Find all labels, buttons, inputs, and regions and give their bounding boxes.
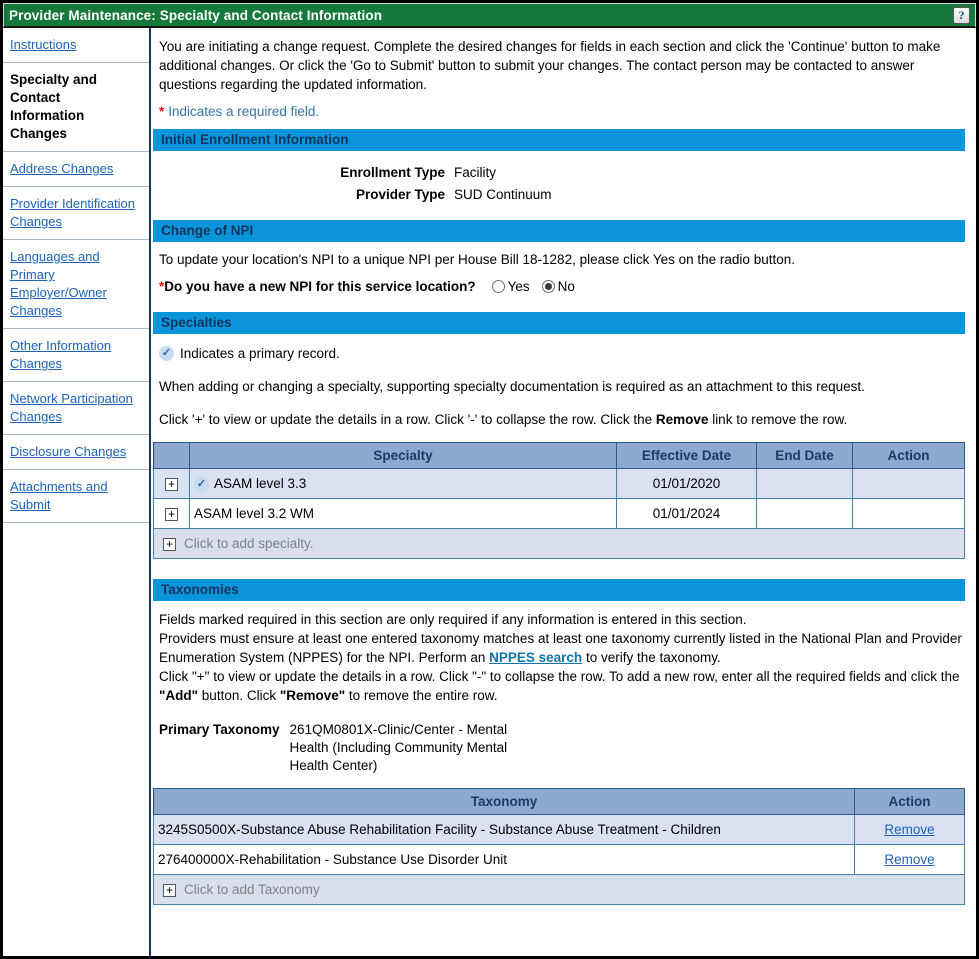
help-button[interactable]: ? — [953, 7, 970, 24]
specialties-table — [153, 442, 965, 559]
effective-date-column-header: Effective Date — [617, 443, 757, 469]
add-taxonomy-expand-icon[interactable] — [163, 884, 176, 897]
radio-yes-label: Yes — [507, 279, 530, 294]
specialty-effective-date: 01/01/2024 — [617, 499, 757, 529]
primary-record-check-icon — [159, 346, 174, 361]
specialty-end-date — [757, 499, 853, 529]
taxonomies-required-note: Fields marked required in this section are only required if any information is entered in this section. — [159, 612, 747, 627]
page-title: Provider Maintenance: Specialty and Contact Information — [9, 7, 383, 23]
radio-no-label: No — [557, 279, 575, 294]
section-header-change-of-npi: Change of NPI — [153, 220, 965, 242]
section-header-initial-enrollment: Initial Enrollment Information — [153, 129, 965, 151]
end-date-column-header: End Date — [757, 443, 853, 469]
body — [3, 28, 976, 956]
taxonomy-name: 3245S0500X-Substance Abuse Rehabilitation Facility - Substance Abuse Treatment - Children — [154, 815, 855, 845]
sidebar-item-network-participation-changes[interactable]: Network Participation Changes — [3, 382, 149, 435]
action-column-header: Action — [853, 443, 965, 469]
primary-record-legend — [159, 344, 965, 363]
remove-taxonomy-link[interactable]: Remove — [884, 822, 935, 837]
npi-question-label: Do you have a new NPI for this service location? — [164, 279, 476, 294]
add-specialty-row[interactable] — [154, 529, 965, 559]
sidebar-item-provider-identification-changes[interactable]: Provider Identification Changes — [3, 187, 149, 240]
specialty-effective-date: 01/01/2020 — [617, 469, 757, 499]
npi-radio-option-yes[interactable] — [492, 277, 530, 296]
primary-taxonomy-row — [159, 721, 965, 775]
specialty-name: ASAM level 3.2 WM — [190, 499, 617, 529]
radio-yes-icon[interactable] — [492, 280, 505, 293]
npi-radio-group — [492, 277, 587, 296]
specialty-row-help: Click '+' to view or update the details in a row. Click '-' to collapse the row. Click the Remove link to remove the row. — [159, 412, 848, 427]
add-specialty-label[interactable]: Click to add specialty. — [184, 536, 314, 551]
primary-record-legend-text: Indicates a primary record. — [180, 346, 340, 361]
specialty-end-date — [757, 469, 853, 499]
specialty-name: ASAM level 3.3 — [214, 476, 307, 491]
sidebar-item-other-information-changes[interactable]: Other Information Changes — [3, 329, 149, 382]
required-note-text: Indicates a required field. — [168, 104, 320, 119]
field-provider-type — [153, 184, 965, 206]
taxonomy-name: 276400000X-Rehabilitation - Substance Use Disorder Unit — [154, 845, 855, 875]
sidebar-item-languages-employer-owner-changes[interactable]: Languages and Primary Employer/Owner Changes — [3, 240, 149, 329]
enrollment-fields — [153, 151, 965, 220]
action-column-header: Action — [855, 789, 965, 815]
taxonomy-row-3245S0500X — [154, 815, 965, 845]
specialty-action-cell — [853, 469, 965, 499]
sidebar-item-address-changes[interactable]: Address Changes — [3, 152, 149, 187]
specialties-table-header-row — [154, 443, 965, 469]
npi-intro-text: To update your location's NPI to a unique NPI per House Bill 18-1282, please click Yes on the radio button. — [159, 252, 795, 267]
intro-paragraph: You are initiating a change request. Complete the desired changes for fields in each section and click the 'Continue' button to make additional changes. Or click the 'Go to Submit' button to submit your changes. The contact person may be contacted to answer questions regarding the updated information. — [159, 39, 941, 92]
sidebar — [3, 28, 151, 956]
primary-record-check-icon — [194, 477, 209, 492]
taxonomies-table-header-row — [154, 789, 965, 815]
section-header-taxonomies: Taxonomies — [153, 579, 965, 601]
provider-type-label: Provider Type — [355, 187, 445, 202]
npi-radio-option-no[interactable] — [542, 277, 575, 296]
section-header-specialties: Specialties — [153, 312, 965, 334]
sidebar-item-specialty-contact-current: Specialty and Contact Information Changes — [3, 63, 149, 152]
add-taxonomy-label[interactable]: Click to add Taxonomy — [184, 882, 320, 897]
expand-column-header — [154, 443, 190, 469]
add-taxonomy-row[interactable] — [154, 875, 965, 905]
expand-row-icon[interactable] — [165, 508, 178, 521]
enrollment-type-value: Facility — [454, 165, 497, 180]
primary-taxonomy-label: Primary Taxonomy — [159, 722, 280, 737]
main-content — [151, 28, 976, 956]
expand-row-icon[interactable] — [165, 478, 178, 491]
specialty-row-asam-3-3 — [154, 469, 965, 499]
taxonomies-table — [153, 788, 965, 905]
nppes-search-link[interactable]: NPPES search — [489, 650, 583, 665]
taxonomies-nppes-note: Providers must ensure at least one entered taxonomy matches at least one taxonomy currently listed in the National Plan and Provider Enumeration System (NPPES) for the NPI. Perform an NPPES search to verify the taxonomy. — [159, 631, 962, 665]
field-enrollment-type — [153, 162, 965, 184]
required-asterisk: * — [159, 104, 165, 119]
add-specialty-expand-icon[interactable] — [163, 538, 176, 551]
enrollment-type-label: Enrollment Type — [340, 165, 445, 180]
specialty-action-cell — [853, 499, 965, 529]
taxonomy-column-header: Taxonomy — [154, 789, 855, 815]
sidebar-item-disclosure-changes[interactable]: Disclosure Changes — [3, 435, 149, 470]
specialty-documentation-note: When adding or changing a specialty, supporting specialty documentation is required as an attachment to this request. — [159, 379, 865, 394]
sidebar-item-attachments-and-submit[interactable]: Attachments and Submit — [3, 470, 149, 523]
specialty-column-header: Specialty — [190, 443, 617, 469]
sidebar-item-instructions[interactable]: Instructions — [3, 28, 149, 63]
taxonomy-row-276400000X — [154, 845, 965, 875]
required-field-note — [159, 102, 965, 121]
npi-question-row — [159, 277, 965, 296]
radio-no-icon-selected[interactable] — [542, 280, 555, 293]
taxonomies-notes — [159, 610, 965, 705]
taxonomies-row-help: Click "+" to view or update the details in a row. Click "-" to collapse the row. To add a new row, enter all the required fields and click the "Add" button. Click "Remove" to remove the entire row. — [159, 669, 960, 703]
npi-required-asterisk: * — [159, 279, 165, 294]
title-bar — [3, 3, 976, 28]
remove-taxonomy-link[interactable]: Remove — [884, 852, 935, 867]
provider-type-value: SUD Continuum — [454, 187, 552, 202]
specialty-row-asam-3-2-wm — [154, 499, 965, 529]
primary-taxonomy-value: 261QM0801X-Clinic/Center - Mental Health (Including Community Mental Health Center) — [289, 722, 508, 773]
